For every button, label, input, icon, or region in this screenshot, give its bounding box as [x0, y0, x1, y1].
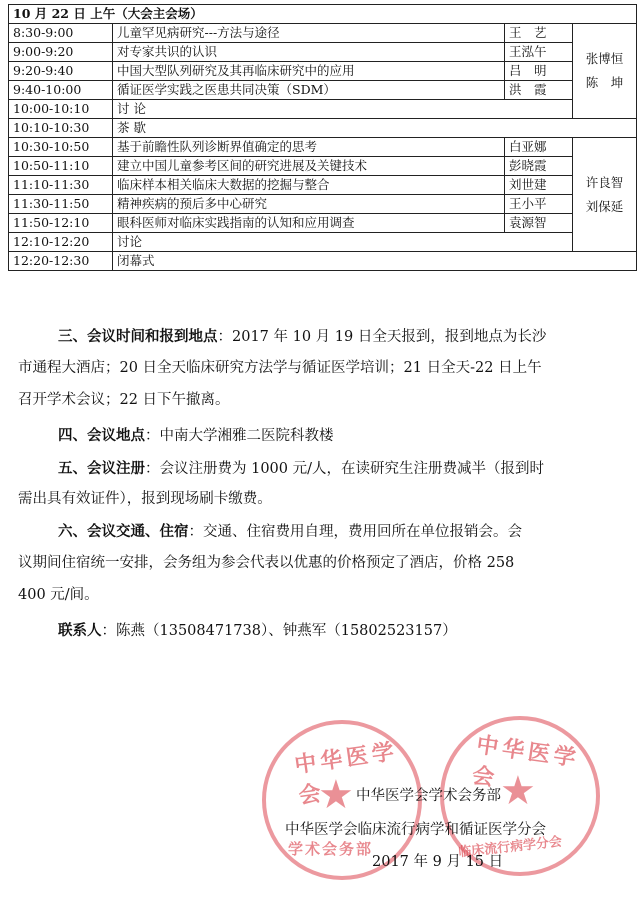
time-cell: 11:10-11:30 [9, 176, 113, 195]
seal-text: 临床流行病学分会 [457, 834, 563, 861]
topic-cell: 基于前瞻性队列诊断界值确定的思考 [113, 138, 505, 157]
topic-cell: 循证医学实践之医患共同决策（SDM） [113, 81, 505, 100]
signature-org-2: 中华医学会临床流行病学和循证医学分会 [285, 822, 546, 838]
topic-cell: 眼科医师对临床实践指南的认知和应用调查 [113, 214, 505, 233]
time-cell: 8:30-9:00 [9, 24, 113, 43]
section-4 [18, 422, 640, 450]
signature-org-1: 中华医学会学术会务部 [356, 788, 501, 804]
topic-cell: 儿童罕见病研究---方法与途径 [113, 24, 505, 43]
section-6-line-3: 400 元/间。 [18, 587, 99, 603]
table-row [9, 252, 637, 271]
table-row [9, 138, 637, 157]
section-4-text: ：中南大学湘雅二医院科教楼 [145, 428, 334, 444]
speaker-cell: 洪 霞 [505, 81, 573, 100]
topic-cell: 讨论 [113, 233, 573, 252]
signature-date: 2017 年 9 月 15 日 [372, 854, 504, 870]
time-cell: 11:50-12:10 [9, 214, 113, 233]
star-icon: ★ [318, 772, 354, 818]
topic-cell: 茶 歇 [113, 119, 637, 138]
seal-text: 中华医学会 [292, 739, 400, 810]
table-row [9, 195, 637, 214]
section-3-line-1 [18, 323, 640, 351]
table-row [9, 233, 637, 252]
speaker-cell: 刘世建 [505, 176, 573, 195]
seal-text: 学术会务部 [288, 840, 374, 858]
schedule-header: 10 月 22 日 上午（大会主会场） [9, 5, 637, 24]
schedule-table [8, 4, 637, 271]
time-cell: 9:40-10:00 [9, 81, 113, 100]
section-6-text: ：交通、住宿费用自理，费用回所在单位报销会。会 [188, 524, 522, 540]
contact-text: ：陈燕（13508471738）、钟燕军（15802523157） [101, 623, 457, 639]
section-4-label: 四、会议地点 [58, 427, 145, 444]
chair-cell [573, 138, 637, 252]
section-3-line-3: 召开学术会议；22 日下午撤离。 [18, 392, 230, 408]
contact-line [18, 617, 640, 645]
chair-name: 张博恒 [585, 51, 624, 66]
time-cell: 9:00-9:20 [9, 43, 113, 62]
table-row [9, 24, 637, 43]
table-row [9, 176, 637, 195]
seal-text: 中华医学会 [470, 732, 582, 792]
time-cell: 12:10-12:20 [9, 233, 113, 252]
section-3-label: 三、会议时间和报到地点 [58, 328, 218, 345]
chair-name: 许良智 [585, 174, 624, 190]
speaker-cell: 袁源智 [505, 214, 573, 233]
section-5-text: ：会议注册费为 1000 元/人，在读研究生注册费减半（报到时 [145, 461, 545, 477]
time-cell: 10:10-10:30 [9, 119, 113, 138]
topic-cell: 闭幕式 [113, 252, 637, 271]
time-cell: 9:20-9:40 [9, 62, 113, 81]
chair-cell [573, 24, 637, 119]
time-cell: 11:30-11:50 [9, 195, 113, 214]
chair-name: 陈 坤 [585, 75, 624, 90]
table-row [9, 100, 637, 119]
table-row [9, 119, 637, 138]
time-cell: 10:00-10:10 [9, 100, 113, 119]
section-6-line-2: 议期间住宿统一安排，会务组为参会代表以优惠的价格预定了酒店，价格 258 [18, 555, 515, 571]
section-3-line-2: 市通程大酒店；20 日全天临床研究方法学与循证医学培训；21 日全天-22 日上午 [18, 360, 542, 376]
table-row [9, 43, 637, 62]
section-5-line-2: 需出具有效证件），报到现场刷卡缴费。 [18, 491, 272, 507]
section-6-line-1 [18, 518, 640, 546]
topic-cell: 中国大型队列研究及其再临床研究中的应用 [113, 62, 505, 81]
speaker-cell: 王小平 [505, 195, 573, 214]
topic-cell: 讨 论 [113, 100, 573, 119]
star-icon: ★ [500, 768, 536, 814]
time-cell: 10:50-11:10 [9, 157, 113, 176]
speaker-cell: 彭晓霞 [505, 157, 573, 176]
speaker-cell: 王 艺 [505, 24, 573, 43]
chair-name: 刘保延 [585, 198, 624, 214]
topic-cell: 精神疾病的预后多中心研究 [113, 195, 505, 214]
topic-cell: 对专家共识的认识 [113, 43, 505, 62]
section-6-label: 六、会议交通、住宿 [58, 523, 189, 540]
topic-cell: 临床样本相关临床大数据的挖掘与整合 [113, 176, 505, 195]
time-cell: 10:30-10:50 [9, 138, 113, 157]
table-row [9, 62, 637, 81]
contact-label: 联系人 [58, 622, 102, 639]
speaker-cell: 吕 明 [505, 62, 573, 81]
time-cell: 12:20-12:30 [9, 252, 113, 271]
speaker-cell: 白亚娜 [505, 138, 573, 157]
section-3-text: ：2017 年 10 月 19 日全天报到，报到地点为长沙 [217, 329, 547, 345]
speaker-cell: 王泓午 [505, 43, 573, 62]
section-5-label: 五、会议注册 [58, 460, 145, 477]
table-row [9, 157, 637, 176]
section-5-line-1 [18, 455, 640, 483]
table-row [9, 81, 637, 100]
topic-cell: 建立中国儿童参考区间的研究进展及关键技术 [113, 157, 505, 176]
table-row [9, 214, 637, 233]
